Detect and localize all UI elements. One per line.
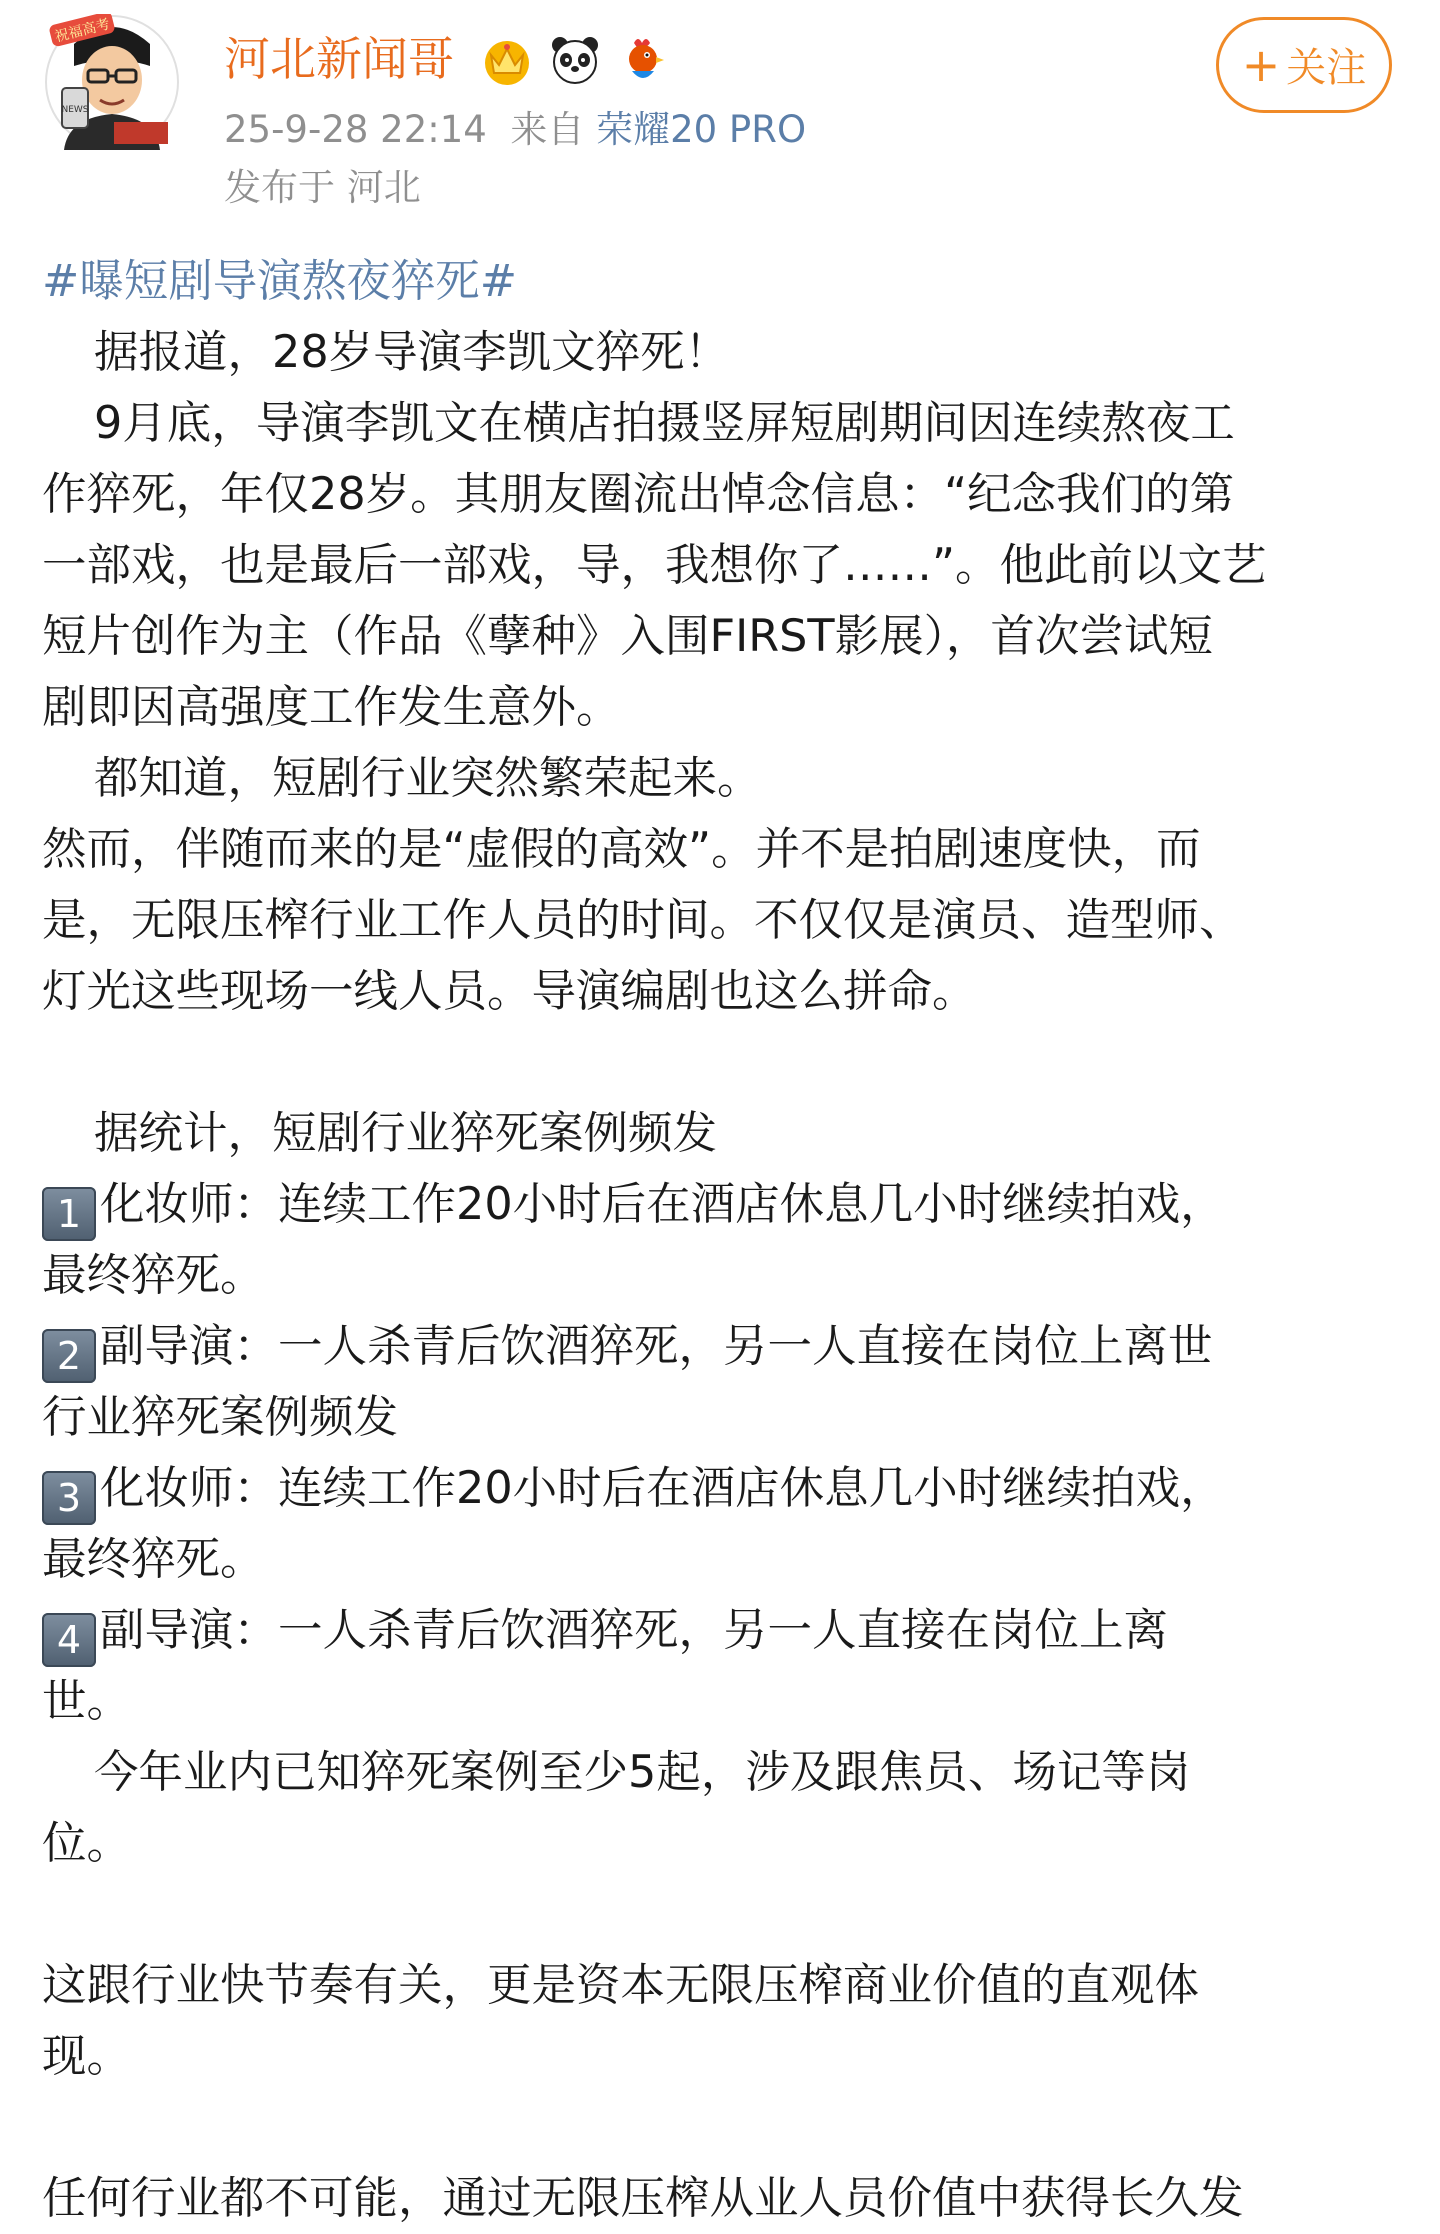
follow-label: 关注 — [1286, 45, 1367, 91]
list-item-text: 副导演：一人杀青后饮酒猝死，另一人直接在岗位上离 — [100, 1605, 1169, 1656]
paragraph-line: 都知道，短剧行业突然繁荣起来。 — [94, 753, 762, 804]
paragraph-line: 据报道，28岁导演李凯文猝死！ — [94, 327, 730, 378]
paragraph-line: 作猝死，年仅28岁。其朋友圈流出悼念信息：“纪念我们的第 — [42, 469, 1235, 520]
post-device-link[interactable]: 荣耀20 PRO — [596, 108, 807, 151]
paragraph-line: 然而，伴随而来的是“虚假的高效”。并不是拍剧速度快，而 — [42, 824, 1201, 875]
author-name[interactable]: 河北新闻哥 — [224, 32, 454, 86]
keycap-number-icon: 4 — [42, 1613, 96, 1667]
post-header — [0, 0, 1440, 220]
hashtag-link[interactable]: #曝短剧导演熬夜猝死# — [42, 256, 518, 307]
list-item-continuation: 世。 — [42, 1676, 132, 1727]
list-item-text: 副导演：一人杀青后饮酒猝死，另一人直接在岗位上离世 — [100, 1321, 1213, 1372]
author-badges — [480, 30, 670, 90]
author-avatar[interactable] — [44, 14, 180, 150]
post-location: 发布于 河北 — [224, 166, 421, 209]
list-item — [42, 1595, 1402, 1666]
plus-icon: + — [1241, 38, 1281, 92]
avatar-mic-label: NEWS — [61, 105, 89, 115]
list-item-text: 化妆师：连续工作20小时后在酒店休息几小时继续拍戏， — [100, 1179, 1225, 1230]
panda-icon[interactable] — [548, 33, 602, 87]
list-item — [42, 1169, 1402, 1240]
paragraph-line: 这跟行业快节奏有关，更是资本无限压榨商业价值的直观体 — [42, 1960, 1200, 2011]
list-item-text: 化妆师：连续工作20小时后在酒店休息几小时继续拍戏， — [100, 1463, 1225, 1514]
post-content — [42, 246, 1402, 2234]
paragraph-line: 位。 — [42, 1818, 132, 1869]
paragraph-line: 任何行业都不可能，通过无限压榨从业人员价值中获得长久发 — [42, 2173, 1244, 2224]
paragraph-line: 是，无限压榨行业工作人员的时间。不仅仅是演员、造型师、 — [42, 895, 1244, 946]
avatar-banner-text: 祝福高考 — [53, 16, 112, 46]
keycap-number-icon: 2 — [42, 1329, 96, 1383]
blank-line — [42, 2092, 1402, 2163]
post-meta — [224, 104, 806, 156]
paragraph-line: 一部戏，也是最后一部戏，导，我想你了……”。他此前以文艺 — [42, 540, 1267, 591]
list-item — [42, 1453, 1402, 1524]
paragraph-line: 今年业内已知猝死案例至少5起，涉及跟焦员、场记等岗 — [94, 1747, 1191, 1798]
blank-line — [42, 1027, 1402, 1098]
blank-line — [42, 1879, 1402, 1950]
paragraph-line: 据统计，短剧行业猝死案例频发 — [94, 1108, 718, 1159]
list-item-continuation: 最终猝死。 — [42, 1534, 265, 1585]
list-item-continuation: 行业猝死案例频发 — [42, 1392, 399, 1443]
paragraph-line: 短片创作为主（作品《孽种》入围FIRST影展），首次尝试短 — [42, 611, 1213, 662]
crown-vip-icon[interactable] — [480, 33, 534, 87]
rooster-icon[interactable] — [616, 33, 670, 87]
keycap-number-icon: 3 — [42, 1471, 96, 1525]
paragraph-line: 剧即因高强度工作发生意外。 — [42, 682, 621, 733]
paragraph-line: 现。 — [42, 2031, 132, 2082]
post-timestamp: 25-9-28 22:14 — [224, 108, 487, 151]
list-item — [42, 1311, 1402, 1382]
avatar-cartoon-icon — [44, 14, 180, 150]
paragraph-line: 灯光这些现场一线人员。导演编剧也这么拼命。 — [42, 966, 977, 1017]
keycap-number-icon: 1 — [42, 1187, 96, 1241]
paragraph-line: 9月底，导演李凯文在横店拍摄竖屏短剧期间因连续熬夜工 — [94, 398, 1235, 449]
list-item-continuation: 最终猝死。 — [42, 1250, 265, 1301]
source-prefix: 来自 — [510, 108, 585, 151]
follow-button[interactable] — [1216, 17, 1392, 113]
